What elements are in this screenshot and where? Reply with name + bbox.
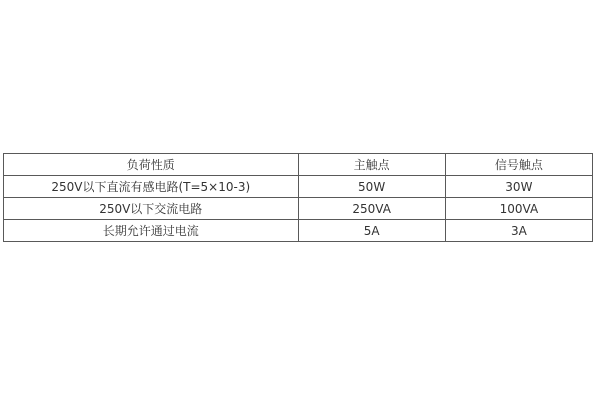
signal-contact-cell: 30W: [445, 176, 592, 198]
load-nature-cell: 长期允许通过电流: [4, 220, 299, 242]
main-contact-cell: 5A: [298, 220, 445, 242]
load-nature-cell: 250V以下直流有感电路(T=5×10-3): [4, 176, 299, 198]
table-row-continuous-current: [4, 220, 593, 242]
load-spec-table: [3, 153, 593, 242]
load-nature-cell: 250V以下交流电路: [4, 198, 299, 220]
signal-contact-cell: 3A: [445, 220, 592, 242]
column-header-load-nature: 负荷性质: [4, 154, 299, 176]
table-row-dc-inductive: [4, 176, 593, 198]
table-row-ac-circuit: [4, 198, 593, 220]
signal-contact-cell: 100VA: [445, 198, 592, 220]
column-header-signal-contact: 信号触点: [445, 154, 592, 176]
table-header-row: [4, 154, 593, 176]
column-header-main-contact: 主触点: [298, 154, 445, 176]
main-contact-cell: 50W: [298, 176, 445, 198]
main-contact-cell: 250VA: [298, 198, 445, 220]
